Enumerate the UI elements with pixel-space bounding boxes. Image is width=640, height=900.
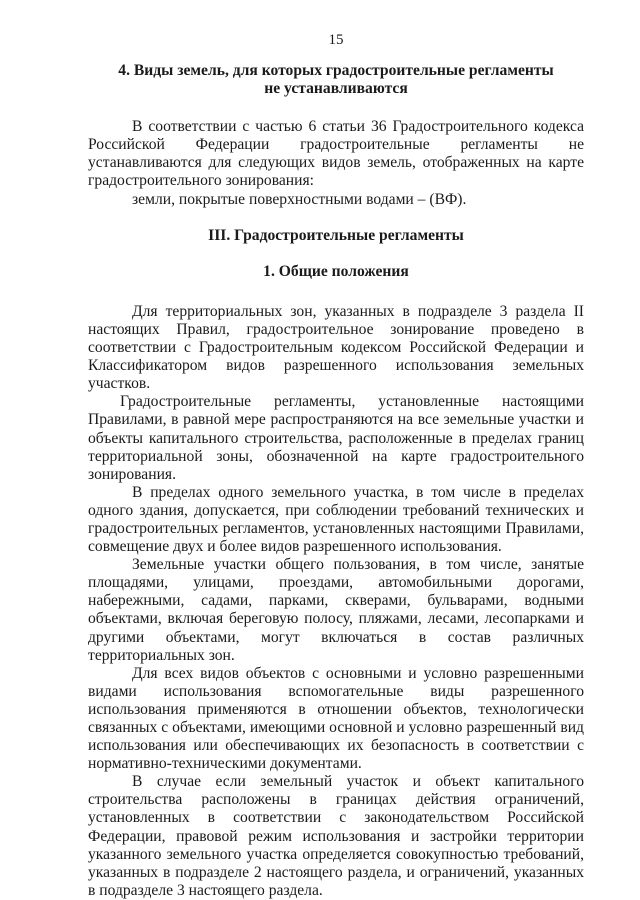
paragraph: В пределах одного земельного участка, в том числе в пределах одного здания, допускается, при соблюдении требований технических и градостроительных регламентов, установленных настоящими Правилами, совмещение двух и более видов разрешенного использования.: [88, 483, 584, 556]
section-4-title: [88, 62, 584, 98]
paragraph: Для территориальных зон, указанных в подразделе 3 раздела II настоящих Правил, градостроительное зонирование проведено в соответствии с Градостроительным кодексом Российской Федерации и Классификатором видов разрешенного использования земельных участков.: [88, 302, 584, 393]
paragraph: Градостроительные регламенты, установленные настоящими Правилами, в равной мере распространяются на все земельные участки и объекты капитального строительства, расположенные в пределах границ территориальной зоны, обозначенной на карте градостроительного зонирования.: [88, 393, 584, 483]
paragraph: Земельные участки общего пользования, в том числе, занятые площадями, улицами, проездами, автомобильными дорогами, набережными, садами, парками, скверами, бульварами, водными объектами, включая береговую полосу, пляжами, лесами, лесопарками и другими объектами, могут включаться в состав различных территориальных зон.: [88, 556, 584, 664]
paragraph: В случае если земельный участок и объект капитального строительства расположены в границах действия ограничений, установленных в соответствии с законодательством Российской Федерации, правовой режим использования и застройки территории указанного земельного участка определяется совокупностью требований, указанных в подразделе 2 настоящего раздела, и ограничений, указанных в подразделе 3 настоящего раздела.: [88, 773, 584, 899]
paragraph: Для всех видов объектов с основными и условно разрешенными видами использования вспомогательные виды разрешенного использования применяются в отношении объектов, технологически связанных с объектами, имеющими основной и условно разрешенный вид использования или обеспечивающих их безопасность в соответствии с нормативно-техническими документами.: [88, 664, 584, 773]
page-number: 15: [328, 32, 344, 48]
section-3-title: III. Градостроительные регламенты: [208, 226, 464, 244]
document-content: [88, 56, 584, 900]
section-4-paragraph: В соответствии с частью 6 статьи 36 Градостроительного кодекса Российской Федерации градостроительные регламенты не устанавливаются для следующих видов земель, отображенных на карте градостроительного зонирования:: [88, 118, 584, 190]
subsection-1-title: 1. Общие положения: [263, 262, 409, 280]
section-4-title-line2: не устанавливаются: [264, 80, 408, 98]
section-4-title-line1: 4. Виды земель, для которых градостроительные регламенты: [118, 62, 554, 79]
section-4-list-item: земли, покрытые поверхностными водами – (ВФ).: [132, 190, 467, 208]
